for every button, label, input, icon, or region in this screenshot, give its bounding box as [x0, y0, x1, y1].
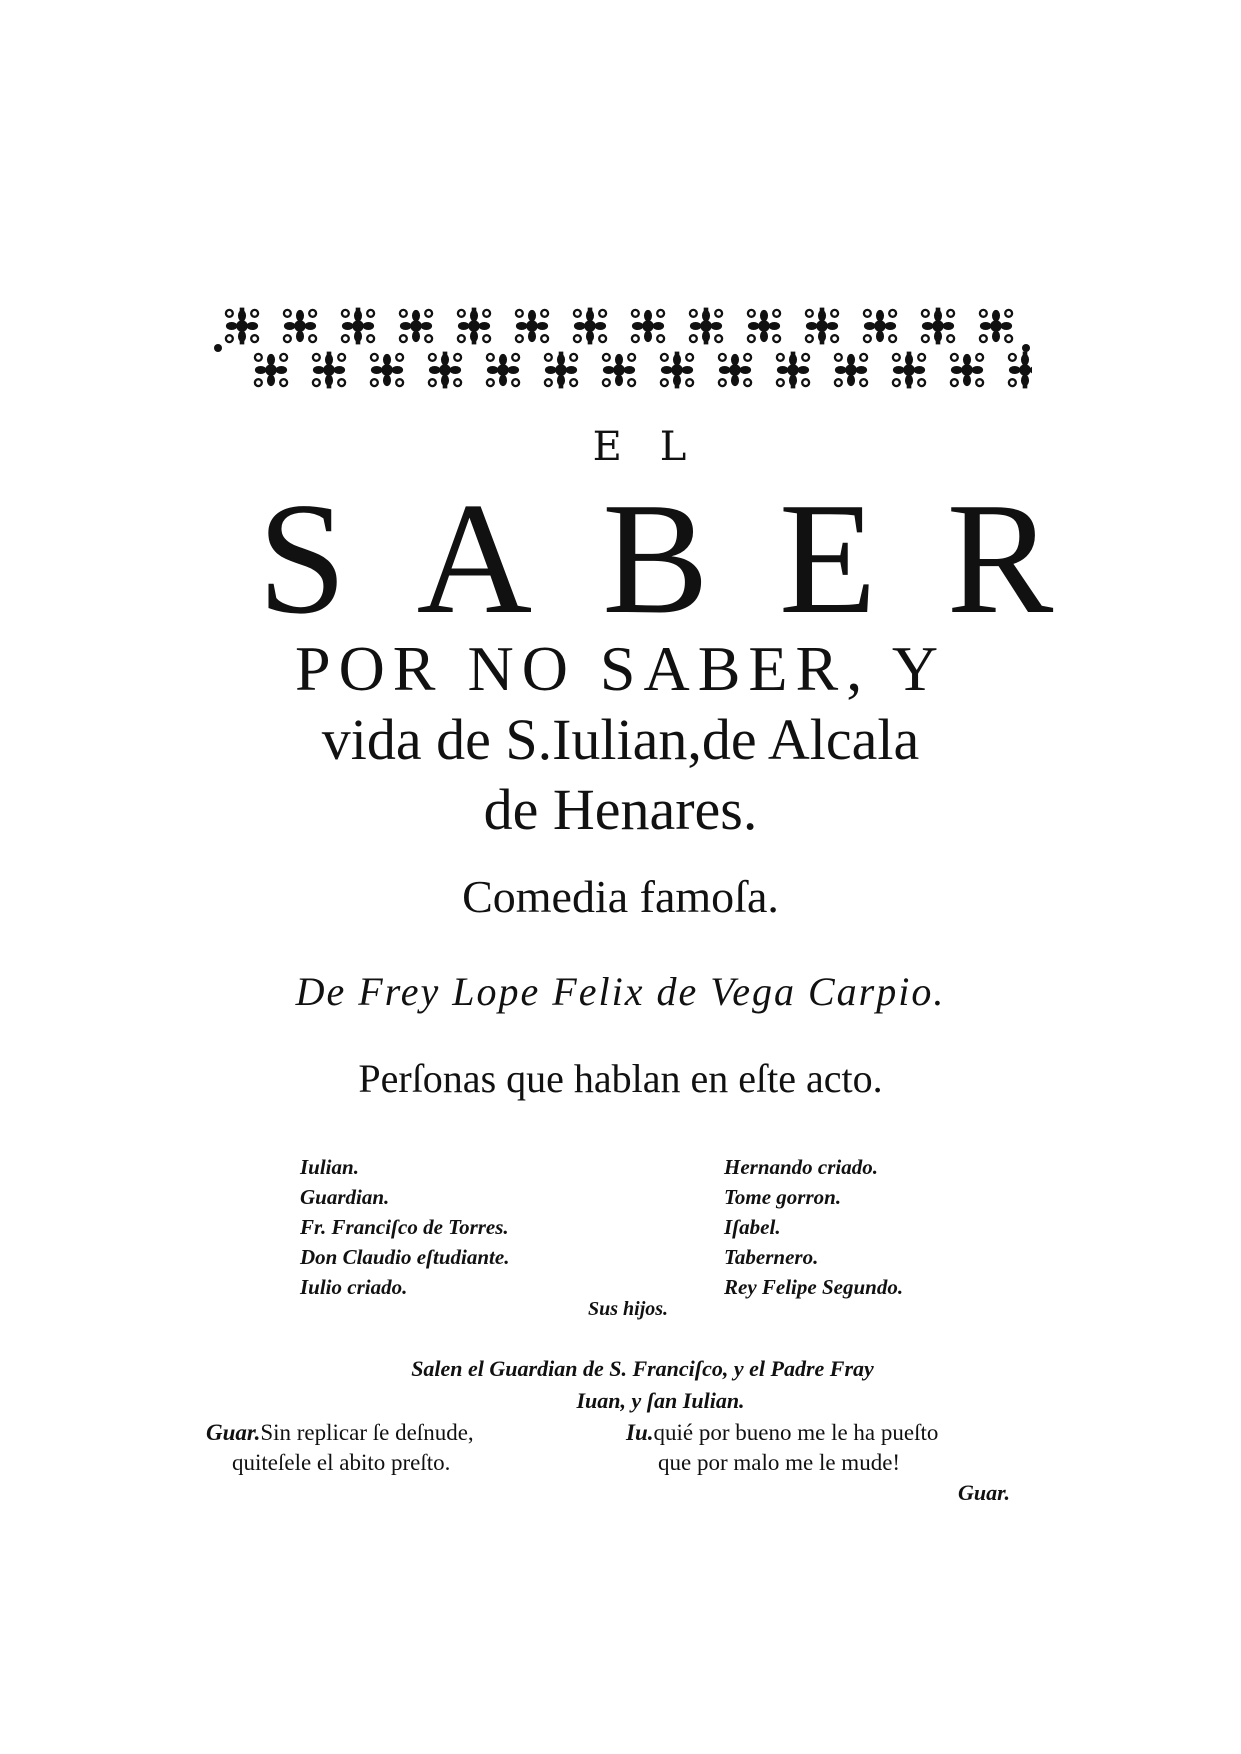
cast-item: Don Claudio eſtudiante.	[300, 1245, 510, 1269]
subtitle-line-3: de Henares.	[483, 777, 758, 842]
fleuron	[980, 310, 1012, 342]
fleuron	[226, 308, 258, 345]
cast-item: Iſabel.	[724, 1215, 781, 1239]
cast-item: Iulian.	[300, 1155, 359, 1179]
speaker-label: Guar.	[206, 1420, 261, 1445]
title-main: SABER	[257, 469, 1124, 647]
ornament-dot	[1022, 344, 1030, 352]
stage-direction-line-2: Iuan, y ſan Iulian.	[576, 1388, 745, 1413]
fleuron	[487, 354, 519, 386]
fleuron	[313, 352, 345, 389]
cast-heading: Perſonas que hablan en eſte acto.	[358, 1056, 883, 1101]
cast-list-right	[724, 1152, 903, 1302]
subtitle-line-2: vida de S.Iulian,de Alcala	[321, 707, 920, 772]
cast-item: Iulio criado.	[300, 1275, 408, 1299]
cast-item: Fr. Franciſco de Torres.	[300, 1215, 509, 1239]
verse-text: quié por bueno me le ha pueſto	[653, 1420, 939, 1445]
fleuron	[922, 308, 954, 345]
cast-item: Hernando criado.	[724, 1155, 879, 1179]
fleuron	[748, 310, 780, 342]
fleuron	[400, 310, 432, 342]
author-line: De Frey Lope Felix de Vega Carpio.	[295, 969, 946, 1014]
cast-item: Tome gorron.	[724, 1185, 842, 1209]
fleuron	[777, 352, 809, 389]
cast-item: Guardian.	[300, 1185, 390, 1209]
speaker-label: Iu.	[626, 1420, 654, 1445]
genre-line: Comedia famoſa.	[462, 871, 779, 922]
fleuron	[458, 308, 490, 345]
cast-item: Tabernero.	[724, 1245, 819, 1269]
fleuron	[690, 308, 722, 345]
fleuron	[719, 354, 751, 386]
fleuron	[1009, 352, 1032, 389]
decorative-ornament-band	[212, 298, 1032, 398]
ornament-dot	[214, 344, 222, 352]
fleuron	[835, 354, 867, 386]
cast-note: Sus hijos.	[588, 1298, 669, 1320]
verse-right-line-2: que por malo me le mude!	[658, 1450, 901, 1475]
verse-left-line-1	[206, 1418, 474, 1448]
fleuron	[371, 354, 403, 386]
fleuron	[284, 310, 316, 342]
fleuron	[574, 308, 606, 345]
cast-item: Rey Felipe Segundo.	[724, 1275, 904, 1299]
fleuron	[951, 354, 983, 386]
fleuron	[429, 352, 461, 389]
catchword: Guar.	[958, 1480, 1010, 1505]
cast-list-left	[300, 1152, 509, 1302]
fleuron	[893, 352, 925, 389]
subtitle-line-1: POR NO SABER, Y	[294, 633, 947, 704]
fleuron	[342, 308, 374, 345]
fleuron	[516, 310, 548, 342]
fleuron	[603, 354, 635, 386]
stage-direction-line-1: Salen el Guardian de S. Franciſco, y el Padre Fray	[411, 1356, 874, 1381]
verse-right-line-1	[626, 1418, 938, 1448]
fleuron	[806, 308, 838, 345]
fleuron	[255, 354, 287, 386]
fleuron	[661, 352, 693, 389]
fleuron	[632, 310, 664, 342]
fleuron	[545, 352, 577, 389]
verse-text: Sin replicar ſe deſnude,	[260, 1420, 474, 1445]
fleuron	[864, 310, 896, 342]
verse-left-line-2: quiteſele el abito preſto.	[232, 1450, 451, 1475]
title-article: EL	[592, 424, 725, 470]
